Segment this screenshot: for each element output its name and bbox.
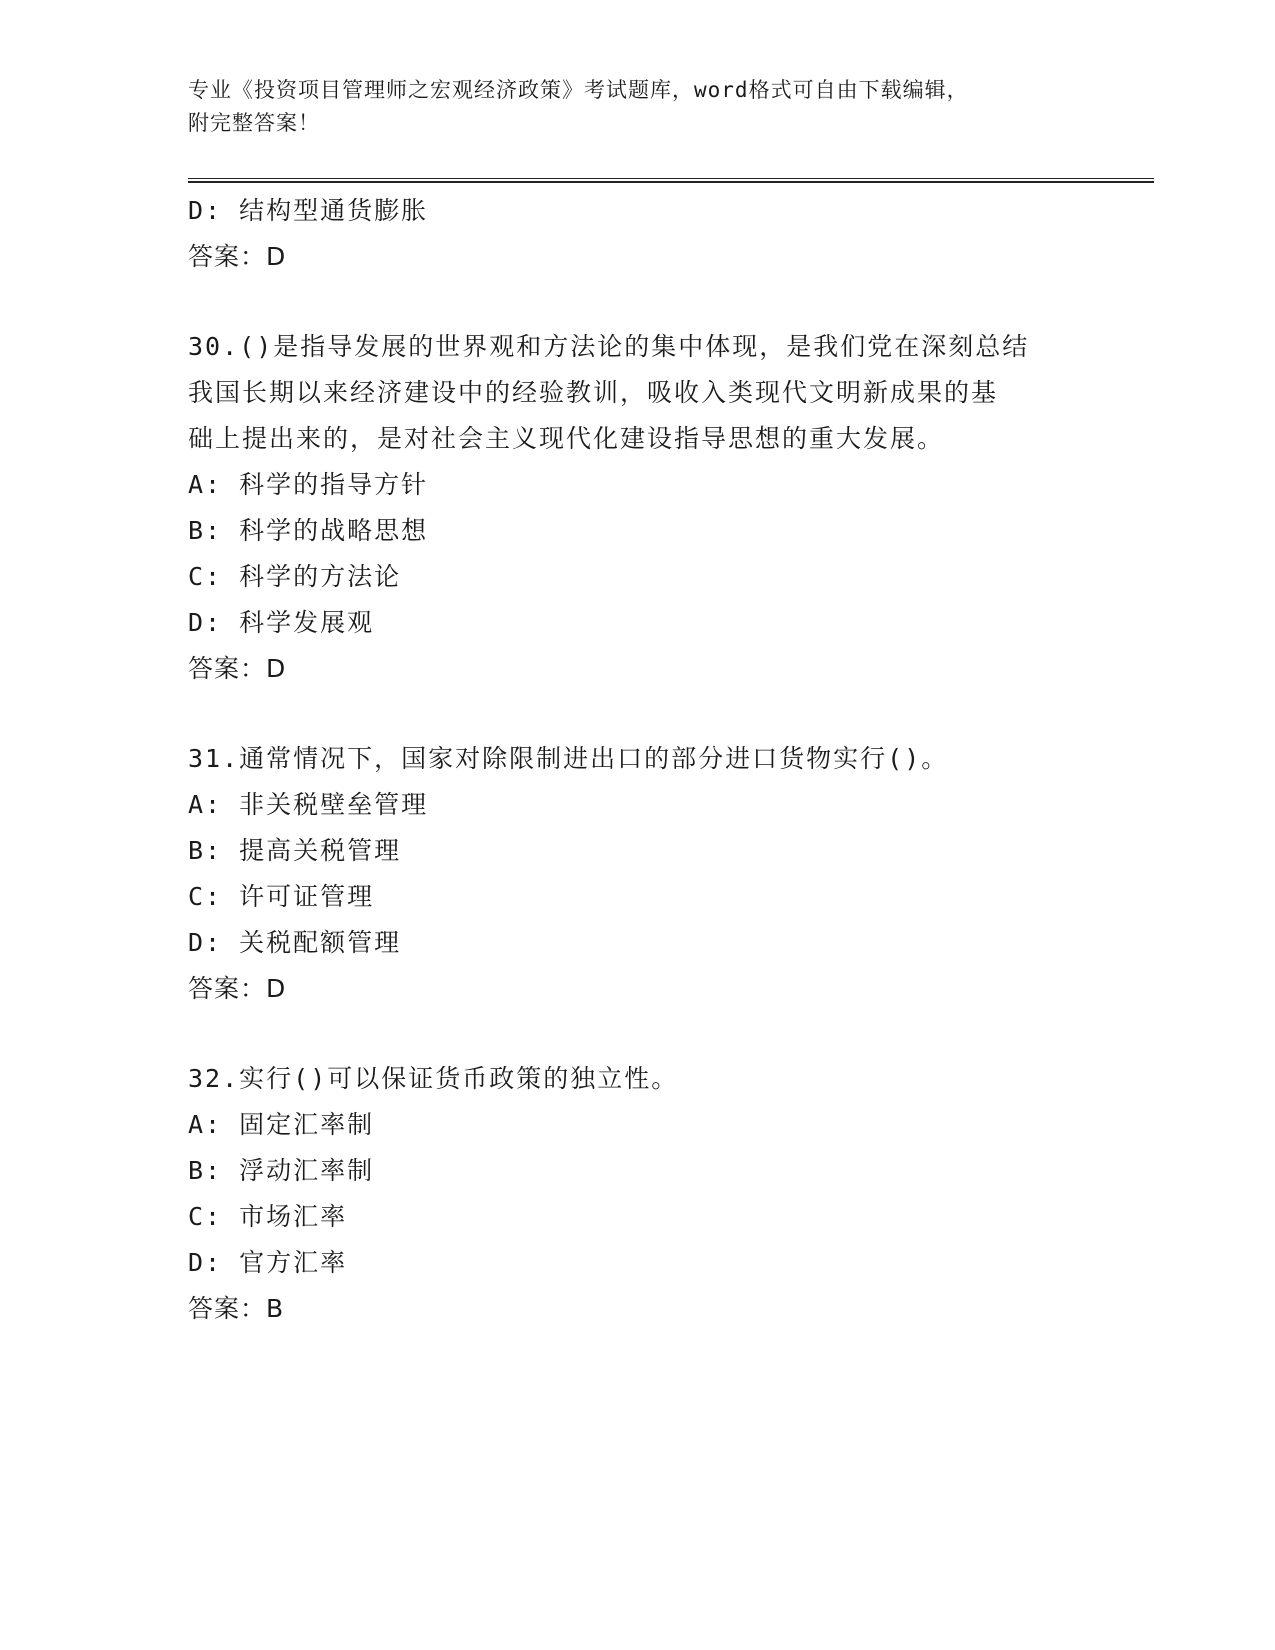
answer: 答案：B (188, 1294, 285, 1323)
header-divider (188, 178, 1154, 183)
prev-option-d: D: 结构型通货膨胀 (188, 196, 429, 225)
option-d: D: 关税配额管理 (188, 928, 402, 957)
question-30 (188, 324, 1088, 692)
option-b: B: 浮动汇率制 (188, 1156, 375, 1185)
question-32 (188, 1056, 1088, 1332)
question-text-line: 础上提出来的，是对社会主义现代化建设指导思想的重大发展。 (188, 424, 945, 453)
answer: 答案：D (188, 974, 287, 1003)
answer: 答案：D (188, 654, 287, 683)
option-a: A: 非关税壁垒管理 (188, 790, 429, 819)
option-d: D: 官方汇率 (188, 1248, 348, 1277)
question-text-line: 32.实行()可以保证货币政策的独立性。 (188, 1064, 679, 1093)
option-c: C: 许可证管理 (188, 882, 375, 911)
question-text-line: 我国长期以来经济建设中的经验教训，吸收入类现代文明新成果的基 (188, 378, 999, 407)
question-text-line: 30.()是指导发展的世界观和方法论的集中体现，是我们党在深刻总结 (188, 332, 1030, 361)
question-31 (188, 736, 1088, 1012)
option-c: C: 市场汇率 (188, 1202, 348, 1231)
page-header (188, 74, 1088, 140)
prev-answer: 答案：D (188, 242, 287, 271)
option-a: A: 科学的指导方针 (188, 470, 429, 499)
option-c: C: 科学的方法论 (188, 562, 402, 591)
header-line-2: 附完整答案！ (188, 111, 320, 135)
option-d: D: 科学发展观 (188, 608, 375, 637)
option-a: A: 固定汇率制 (188, 1110, 375, 1139)
question-text-line: 31.通常情况下，国家对除限制进出口的部分进口货物实行()。 (188, 744, 949, 773)
option-b: B: 提高关税管理 (188, 836, 402, 865)
question-list (188, 188, 1088, 1332)
header-line-1: 专业《投资项目管理师之宏观经济政策》考试题库，word格式可自由下载编辑， (188, 78, 969, 102)
option-b: B: 科学的战略思想 (188, 516, 429, 545)
